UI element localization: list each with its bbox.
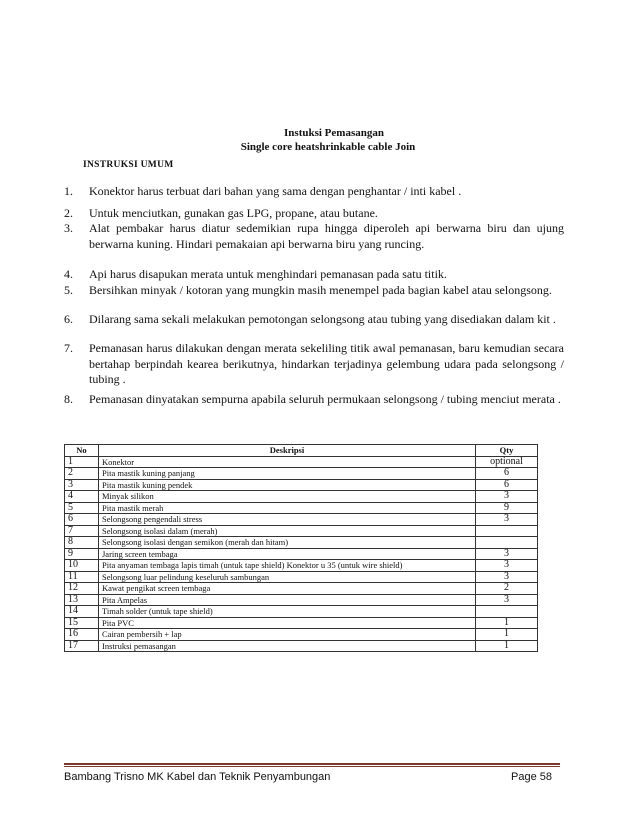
instruction-text: Pemanasan dinyatakan sempurna apabila seluruh permukaan selongsong / tubing menciut merata . (89, 392, 561, 406)
footer-author: Bambang Trisno MK Kabel dan Teknik Penyambungan (64, 771, 331, 783)
column-header-no: No (65, 445, 99, 457)
instruction-item (64, 206, 564, 222)
table-row (65, 629, 538, 641)
row-description: Selongsong luar pelindung keseluruh sambungan (99, 571, 476, 583)
instruction-item (64, 267, 564, 283)
row-qty: 1 (476, 640, 538, 652)
instruction-text: Untuk menciutkan, gunakan gas LPG, propane, atau butane. (89, 206, 378, 220)
row-qty: 3 (476, 571, 538, 583)
instruction-number: 4. (64, 267, 73, 281)
row-number: 5 (65, 502, 99, 514)
instruction-number: 5. (64, 283, 73, 297)
column-header-description: Deskripsi (99, 445, 476, 457)
table-row (65, 525, 538, 537)
row-description: Pita mastik kuning panjang (99, 468, 476, 480)
row-number: 17 (65, 640, 99, 652)
row-number: 3 (65, 479, 99, 491)
instruction-item (64, 392, 564, 408)
footer-divider (64, 763, 560, 765)
row-number: 7 (65, 525, 99, 537)
instruction-item (64, 312, 564, 328)
row-qty: 3 (476, 514, 538, 526)
row-qty (476, 606, 538, 618)
footer-divider-thin (64, 766, 560, 767)
section-heading: INSTRUKSI UMUM (83, 160, 174, 170)
instruction-number: 7. (64, 341, 73, 355)
row-description: Minyak silikon (99, 491, 476, 503)
page-number: Page 58 (511, 771, 552, 783)
table-row (65, 571, 538, 583)
row-qty: 3 (476, 594, 538, 606)
instruction-text: Api harus disapukan merata untuk menghindari pemanasan pada satu titik. (89, 267, 447, 281)
row-number: 13 (65, 594, 99, 606)
row-number: 1 (65, 456, 99, 468)
instruction-text: Pemanasan harus dilakukan dengan merata sekeliling titik awal pemanasan, baru kemudian secara bertahap berpindah kearea berikutnya, hindarkan terjadinya gelembung udara pada selongsong / tubing . (89, 341, 564, 386)
row-number: 10 (65, 560, 99, 572)
table-row (65, 617, 538, 629)
table-row (65, 456, 538, 468)
table-row (65, 537, 538, 549)
row-qty: optional (476, 456, 538, 468)
row-description: Pita mastik merah (99, 502, 476, 514)
row-number: 9 (65, 548, 99, 560)
instruction-number: 6. (64, 312, 73, 326)
table-row (65, 479, 538, 491)
row-qty (476, 525, 538, 537)
row-description: Pita PVC (99, 617, 476, 629)
row-number: 14 (65, 606, 99, 618)
document-subtitle: Single core heatshrinkable cable Join (240, 141, 416, 153)
row-number: 16 (65, 629, 99, 641)
instruction-text: Bersihkan minyak / kotoran yang mungkin masih menempel pada bagian kabel atau selongsong. (89, 283, 552, 297)
row-qty: 9 (476, 502, 538, 514)
components-table (64, 444, 538, 652)
instruction-number: 8. (64, 392, 73, 406)
table-row (65, 468, 538, 480)
row-description: Timah solder (untuk tape shield) (99, 606, 476, 618)
row-description: Pita Ampelas (99, 594, 476, 606)
row-description: Selongsong pengendali stress (99, 514, 476, 526)
row-description: Selongsong isolasi dalam (merah) (99, 525, 476, 537)
row-number: 12 (65, 583, 99, 595)
table-row (65, 548, 538, 560)
table-row (65, 594, 538, 606)
row-qty: 3 (476, 560, 538, 572)
row-description: Kawat pengikat screen tembaga (99, 583, 476, 595)
row-description: Cairan pembersih + lap (99, 629, 476, 641)
row-qty: 1 (476, 617, 538, 629)
table-row (65, 560, 538, 572)
table-row (65, 502, 538, 514)
row-number: 2 (65, 468, 99, 480)
row-number: 11 (65, 571, 99, 583)
row-description: Jaring screen tembaga (99, 548, 476, 560)
column-header-qty: Qty (476, 445, 538, 457)
row-description: Instruksi pemasangan (99, 640, 476, 652)
instruction-item (64, 221, 564, 252)
table-row (65, 491, 538, 503)
instruction-item (64, 184, 564, 200)
row-number: 15 (65, 617, 99, 629)
row-qty: 6 (476, 479, 538, 491)
row-qty: 1 (476, 629, 538, 641)
table-row (65, 640, 538, 652)
table-row (65, 606, 538, 618)
instruction-text: Alat pembakar harus diatur sedemikian rupa hingga diperoleh api berwarna biru dan ujung berwarna kuning. Hindari pemakaian api berwarna biru yang runcing. (89, 221, 564, 251)
row-qty: 3 (476, 548, 538, 560)
row-number: 4 (65, 491, 99, 503)
row-description: Selongsong isolasi dengan semikon (merah dan hitam) (99, 537, 476, 549)
document-title: Instuksi Pemasangan (284, 127, 384, 139)
row-qty (476, 537, 538, 549)
row-qty: 6 (476, 468, 538, 480)
instruction-item (64, 341, 564, 388)
row-description: Pita mastik kuning pendek (99, 479, 476, 491)
table-row (65, 514, 538, 526)
row-number: 6 (65, 514, 99, 526)
instruction-number: 2. (64, 206, 73, 220)
row-qty: 3 (476, 491, 538, 503)
row-number: 8 (65, 537, 99, 549)
table-row (65, 583, 538, 595)
row-description: Pita anyaman tembaga lapis timah (untuk tape shield) Konektor u 35 (untuk wire shield) (99, 560, 476, 572)
table-header-row (65, 445, 538, 457)
instruction-text: Konektor harus terbuat dari bahan yang sama dengan penghantar / inti kabel . (89, 184, 462, 198)
instruction-item (64, 283, 564, 299)
instruction-text: Dilarang sama sekali melakukan pemotongan selongsong atau tubing yang disediakan dalam kit . (89, 312, 556, 326)
instruction-number: 3. (64, 221, 73, 235)
instruction-number: 1. (64, 184, 73, 198)
row-description: Konektor (99, 456, 476, 468)
row-qty: 2 (476, 583, 538, 595)
